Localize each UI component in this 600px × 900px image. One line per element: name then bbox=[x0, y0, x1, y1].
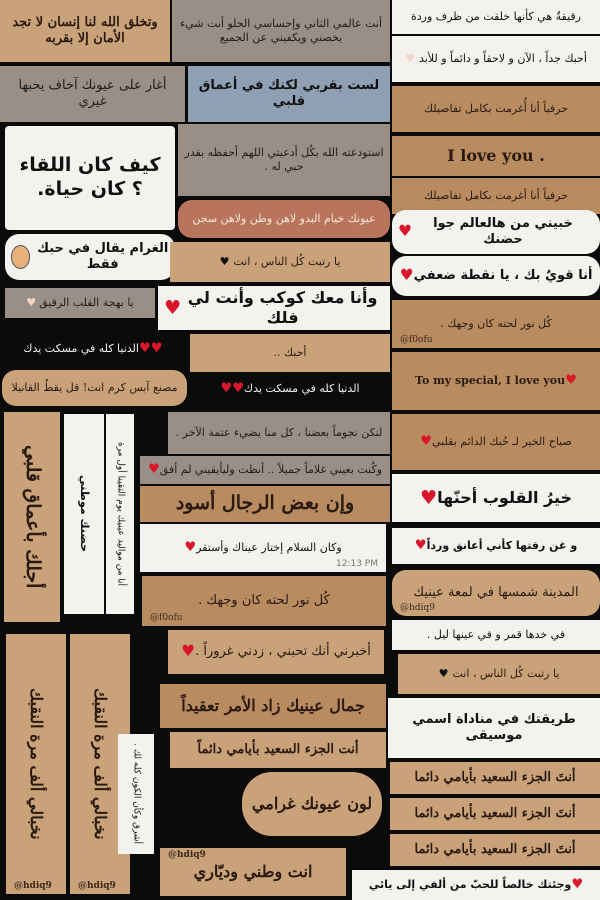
red-heart-icon: ♥ bbox=[419, 486, 438, 509]
red-heart-icon: ♥ bbox=[181, 642, 196, 661]
sticker-quote-6: لست بقربي لكنك في أعماق قلبي bbox=[188, 66, 390, 122]
sticker-text: أخبرني أنك تحبني ، زدني غروراً . bbox=[195, 643, 371, 659]
sticker-text: وكان السلام إختار عيناك وأستقر bbox=[196, 541, 342, 555]
red-heart-icon: ♥ bbox=[420, 433, 432, 449]
sticker-text: نخبالي ألف مرة النقبك bbox=[27, 688, 46, 840]
sticker-quote-4 bbox=[392, 36, 600, 82]
sticker-text: أحبك جداً ، الآن و لاحقاً و دائماً و للأبد bbox=[418, 52, 587, 66]
sticker-text: الدنيا كله في مسكت يدك bbox=[244, 382, 360, 396]
sticker-quote-47: لون عيونك غرامي bbox=[242, 772, 382, 836]
sticker-quote-7: حرفياً أنا أُغرمت بكامل تفاصيلك bbox=[392, 86, 600, 132]
sticker-quote-34 bbox=[392, 528, 600, 564]
sticker-quote-22 bbox=[392, 352, 600, 410]
cartoon-face-icon bbox=[11, 245, 30, 269]
sticker-quote-20 bbox=[0, 334, 186, 364]
sticker-quote-26 bbox=[392, 414, 600, 470]
sticker-text: وأنا معك كوكب وأنت لي فلك bbox=[187, 288, 378, 327]
sticker-quote-42: جمال عينيك زاد الأمر تعقيداً bbox=[160, 684, 386, 728]
sticker-text: الدنيا كله في مسكت يدك bbox=[23, 342, 139, 356]
white-heart-icon: ♥ bbox=[405, 52, 415, 66]
red-heart-icon: ♥ bbox=[147, 461, 160, 477]
sticker-quote-29 bbox=[106, 414, 134, 614]
sticker-quote-2: أنت عالمي الثاني وإحساسي الحلو أنت شيء يخصني ويكفيني عن الجميع bbox=[172, 0, 390, 62]
sticker-text: وكُنت بعيني غلاماً جميلاً .. أنظت وليأيقيني لم أفق bbox=[159, 463, 383, 477]
sticker-text: خبيني من هالعالم جوا حضنك bbox=[433, 215, 573, 247]
red-heart-icon: ♥ bbox=[398, 222, 412, 241]
sticker-quote-46: أنتَ الجزء السعيد بأيامي دائما bbox=[390, 762, 600, 794]
handle-label: @f0ofu bbox=[400, 334, 433, 345]
sticker-quote-13 bbox=[392, 210, 600, 254]
sticker-quote-50 bbox=[160, 848, 346, 896]
sticker-text: الغرام يقال في حبك فقط bbox=[37, 240, 169, 272]
red-heart-icon: ♥ bbox=[565, 372, 577, 388]
sticker-quote-5: أغار على عيونك آخاف يحبها غيري bbox=[0, 66, 185, 122]
handle-label: @f0ofu bbox=[150, 612, 183, 623]
sticker-quote-18 bbox=[158, 286, 390, 330]
sticker-text: كُل نور لحته كان وجهك . bbox=[440, 317, 552, 331]
red-heart-icon: ♥♥ bbox=[138, 340, 163, 356]
sticker-quote-38 bbox=[6, 634, 66, 894]
sticker-quote-17 bbox=[5, 288, 155, 318]
sticker-quote-33 bbox=[140, 524, 386, 572]
sticker-quote-32 bbox=[392, 474, 600, 522]
red-heart-icon: ♥ bbox=[571, 876, 584, 892]
handle-label: @hdiq9 bbox=[400, 602, 435, 613]
sticker-quote-44 bbox=[118, 734, 154, 854]
sticker-quote-3: رقيقةٌ هي كأنها خلقت من ظرف وردة bbox=[392, 0, 600, 34]
sticker-quote-8: كيف كان اللقاء ؟ كان حياة. bbox=[5, 126, 175, 230]
handle-label: @hdiq9 bbox=[14, 880, 52, 891]
sticker-quote-28 bbox=[64, 414, 104, 614]
red-heart-icon: ♥ bbox=[184, 539, 197, 555]
black-heart-icon: ♥ bbox=[438, 667, 449, 681]
sticker-quote-45: أنت الجزء السعيد بأيامي دائماً bbox=[170, 732, 386, 768]
sticker-text: أجلك بأعماق قلبي bbox=[21, 445, 44, 589]
sticker-quote-48: أنتَ الجزء السعيد بأيامي دائما bbox=[390, 798, 600, 830]
sticker-quote-30 bbox=[140, 456, 390, 484]
sticker-quote-24 bbox=[190, 374, 390, 404]
red-heart-icon: ♥♥ bbox=[220, 380, 245, 396]
sticker-text: أنا قويٌ بك ، يا نقطة ضعفي bbox=[413, 267, 593, 283]
sticker-quote-9: استودعته الله بكُل أدعيتي اللهم أحفظه بقدر حبي له . bbox=[178, 124, 390, 196]
sticker-quote-14 bbox=[5, 234, 175, 280]
sticker-quote-49: أنتَ الجزء السعيد بأيامي دائما bbox=[390, 834, 600, 866]
sticker-quote-21: أحبك .. bbox=[190, 334, 390, 372]
red-heart-icon: ♥ bbox=[164, 296, 182, 319]
sticker-text: يا رتبت كُل الناس ، انت bbox=[452, 667, 560, 681]
sticker-quote-36 bbox=[392, 570, 600, 616]
handle-label: @hdiq9 bbox=[78, 880, 116, 891]
sticker-text: يا رتبت كُل الناس ، انت bbox=[233, 255, 341, 269]
sticker-quote-51 bbox=[352, 870, 600, 900]
sticker-quote-12: عيونك خيام البدو لاهن وطن ولاهن سجن bbox=[178, 200, 390, 238]
sticker-quote-11: حرفياً أنا أغرمت بكامل تفاصيلك bbox=[392, 178, 600, 214]
sticker-text: صباح الخير لـ حُبك الدائم بقلبي bbox=[432, 435, 572, 449]
sticker-quote-37: في خدها قمر و في عينها ليل . bbox=[392, 620, 600, 650]
sticker-text: To my special, I love you bbox=[415, 374, 566, 388]
sticker-quote-16 bbox=[392, 256, 600, 296]
sticker-quote-41 bbox=[398, 654, 600, 694]
handle-label: @hdiq9 bbox=[168, 850, 206, 860]
sticker-quote-25: لنكن نجوماً بعضنا ، كل منا يضيء عتمة الآخر . bbox=[168, 412, 390, 454]
sticker-quote-19 bbox=[392, 300, 600, 348]
sticker-text: أشرق وكأن الكون كله لك . bbox=[131, 743, 142, 845]
sticker-text: حضنك موطني bbox=[77, 475, 91, 553]
sticker-quote-35 bbox=[142, 576, 386, 626]
sticker-text: المدينة شمسها في لمعة عينيك bbox=[413, 584, 579, 600]
sticker-text: أنا من مواليد عينيك يوم التقينا أول مرة bbox=[115, 442, 126, 586]
timestamp: 12:13 PM bbox=[336, 558, 378, 569]
black-heart-icon: ♥ bbox=[219, 255, 230, 269]
sticker-text: كُل نور لحته كان وجهك . bbox=[198, 592, 330, 608]
sticker-quote-40 bbox=[168, 630, 384, 674]
sticker-text: نخبالي ألف مرة النقبك bbox=[91, 688, 110, 840]
sticker-quote-1: وتخلق الله لنا إنسان لا تجد الأمان إلا بقربه bbox=[0, 0, 170, 62]
white-heart-icon: ♥ bbox=[26, 296, 37, 310]
sticker-quote-43: طريقتك في مناداة اسمي موسيقى bbox=[388, 698, 600, 758]
sticker-text: يا بهجة القلب الرقيق bbox=[39, 296, 134, 310]
sticker-text: و غن رقتها كأني أعانق ورداً bbox=[426, 539, 578, 553]
red-heart-icon: ♥ bbox=[399, 266, 414, 285]
red-heart-icon: ♥ bbox=[414, 537, 427, 553]
sticker-text: وجئتك خالصاً للحبّ من ألفي إلى يائي bbox=[368, 878, 572, 892]
sticker-text: انت وطني وديّاري bbox=[193, 862, 313, 881]
sticker-quote-27 bbox=[4, 412, 60, 622]
sticker-quote-23: مصنع آبس كرم انت! قل يقطُ القانيلا bbox=[2, 370, 187, 406]
sticker-quote-31: وإن بعض الرجال أسود bbox=[140, 486, 390, 522]
sticker-quote-15 bbox=[170, 242, 390, 282]
sticker-quote-10: I love you . bbox=[392, 136, 600, 176]
sticker-text: خيرُ القلوب أحنّها bbox=[437, 488, 573, 507]
